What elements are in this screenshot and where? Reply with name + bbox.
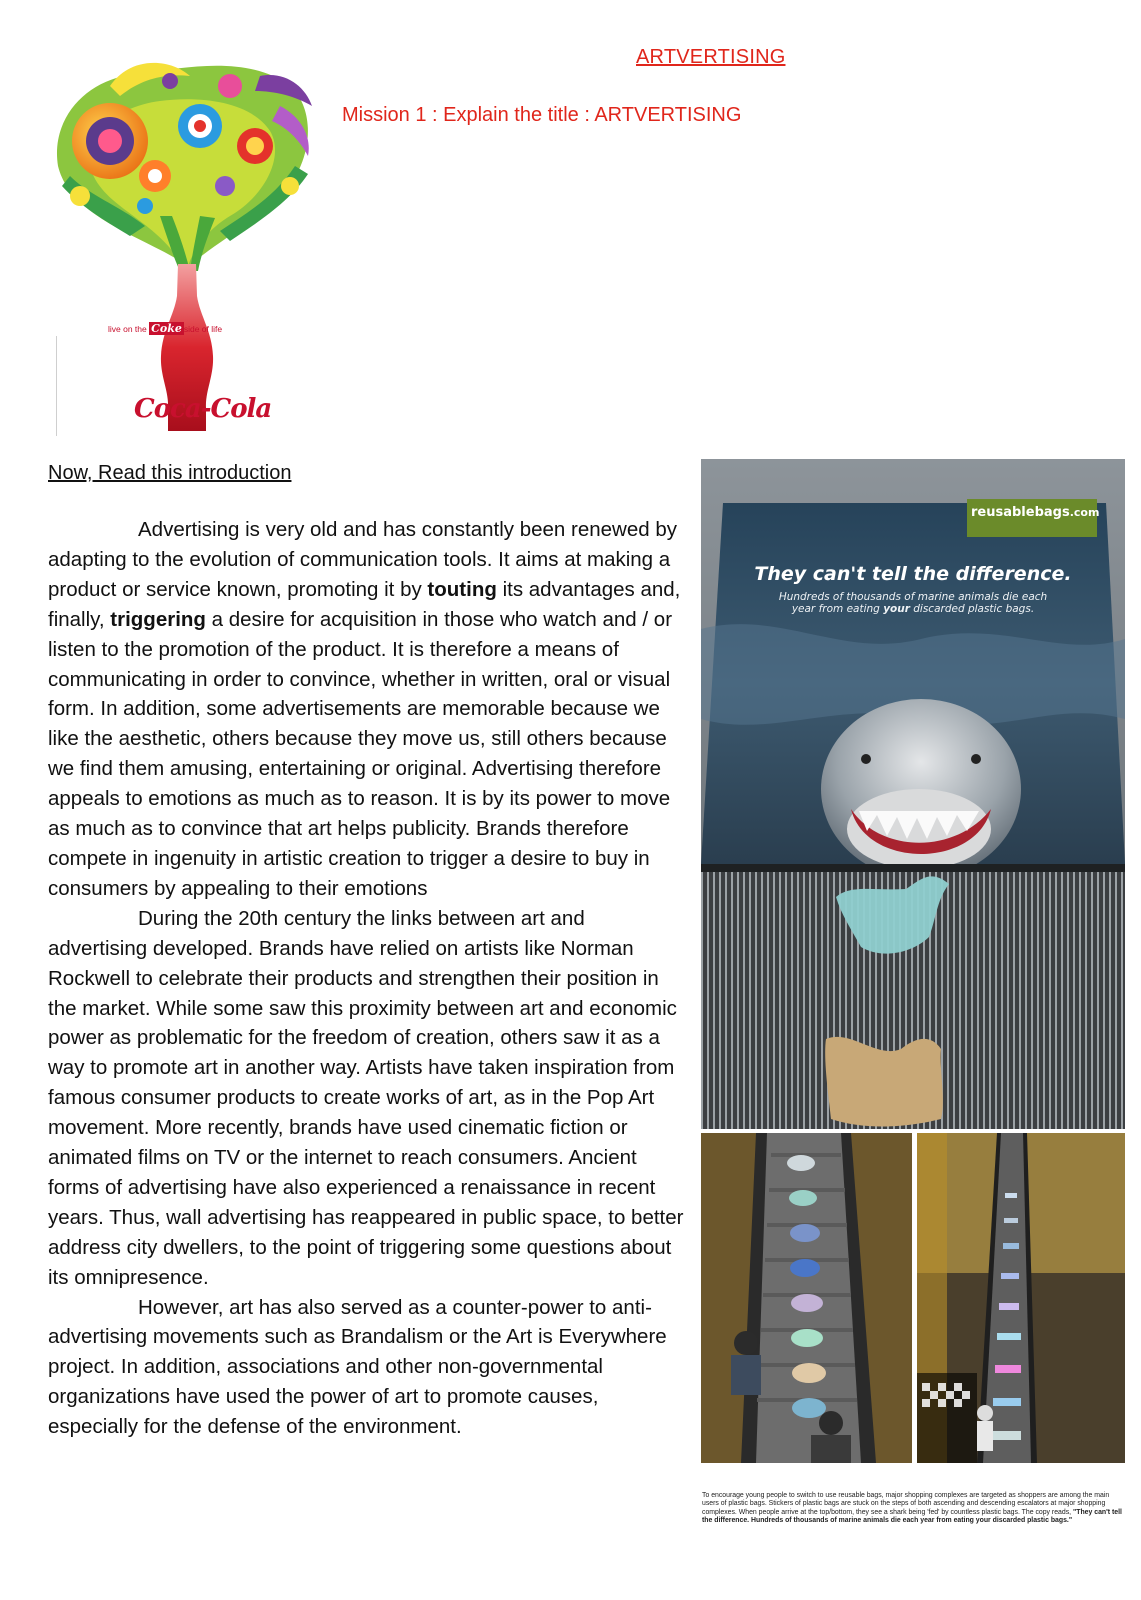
ad-subline-1: Hundreds of thousands of marine animals die each: [778, 591, 1048, 603]
coke-bottle-illustration: [50, 46, 322, 441]
reusablebags-logo: [971, 505, 1099, 520]
shark-ad-image: [701, 459, 1125, 1129]
tagline-brand: Coke: [151, 322, 182, 335]
intro-heading: Now, Read this introduction: [48, 462, 292, 484]
p1-text-a: Advertising is very old and has constantly been renewed by adapting to the evolution of communication tools. It aims at making a product or service known, promoting it by: [48, 518, 678, 601]
ad-headline: They can't tell the difference.: [754, 563, 1072, 585]
ad-logo-text: reusablebags: [971, 505, 1070, 520]
page-title: ARTVERTISING: [636, 46, 786, 68]
paragraph-1: [48, 515, 688, 904]
tagline-suffix: side of life: [183, 324, 223, 334]
mission-instruction: Mission 1 : Explain the title : ARTVERTISING: [342, 104, 742, 126]
escalator-photo-right: [917, 1133, 1125, 1463]
shark-escalator-ad: [701, 459, 1125, 1129]
ad-logo-suffix: .com: [1069, 506, 1100, 519]
p1-text-c: its advantages and, finally,: [48, 577, 681, 631]
coca-cola-logo: Coca-Cola: [134, 394, 272, 424]
ad-subline-2a: year from eating: [791, 603, 884, 615]
ad-caption: [702, 1492, 1122, 1526]
escalator-photo-left: [701, 1133, 912, 1463]
ad-subline-2c: discarded plastic bags.: [909, 603, 1035, 615]
p1-text-d: a desire for acquisition in those who watch and / or listen to the promotion of the product. It is therefore a means of communicating in order to convince, whether in written, oral or visual form. In addition, some advertisements are memorable because we like the aesthetic, others because they move us, still others because we find them amusing, entertaining or original. Advertising therefore appeals to emotions as much as to reason. It is by its power to move as much as to convince that art helps publicity. Brands therefore compete in ingenuity in artistic creation to trigger a desire to buy in consumers by appealing to their emotions: [48, 607, 673, 900]
introduction-text: [48, 515, 688, 1442]
tagline-prefix: live on the: [108, 324, 147, 334]
ad-subline-2b: your: [883, 603, 910, 615]
poster-tagline: [108, 322, 222, 335]
paragraph-3: However, art has also served as a counter-power to anti-advertising movements such as Brandalism or the Art is Everywhere project. In addition, associations and other non-governmental organizations have used the power of art to promote causes, especially for the defense of the environment.: [48, 1295, 667, 1439]
floral-burst: [57, 63, 312, 271]
ad-subline-2: [701, 603, 1125, 615]
caption-quote: "They can't tell the difference. Hundreds of thousands of marine animals die each year from eating your discarded plastic bags.": [702, 1508, 1122, 1525]
coca-cola-poster: [50, 46, 322, 441]
caption-text: To encourage young people to switch to use reusable bags, major shopping complexes are targeted as shoppers are among the main users of plastic bags. Stickers of plastic bags are stuck on the steps of both ascending and descending escalators at major shopping complexes. When people arrive at the top/bottom, they see a shark being 'fed' by countless plastic bags. The copy reads,: [702, 1492, 1110, 1516]
paragraph-2: During the 20th century the links between art and advertising developed. Brands have relied on artists like Norman Rockwell to celebrate their products and strengthen their position in the market. While some saw this proximity between art and economic power as problematic for the freedom of creation, others saw it as a way to promote art in another way. Artists have taken inspiration from famous consumer products to create works of art, as in the Pop Art movement. More recently, brands have used cinematic fiction or animated films on TV or the internet to reach consumers. Ancient forms of advertising have also experienced a renaissance in recent years. Thus, wall advertising has reappeared in public space, to better address city dwellers, to the point of triggering some questions about its omnipresence.: [48, 906, 684, 1289]
p1-bold-touting: touting: [427, 577, 497, 601]
p1-bold-triggering: triggering: [110, 607, 206, 631]
poster-divider: [56, 336, 57, 436]
ad-subline: [701, 591, 1125, 615]
